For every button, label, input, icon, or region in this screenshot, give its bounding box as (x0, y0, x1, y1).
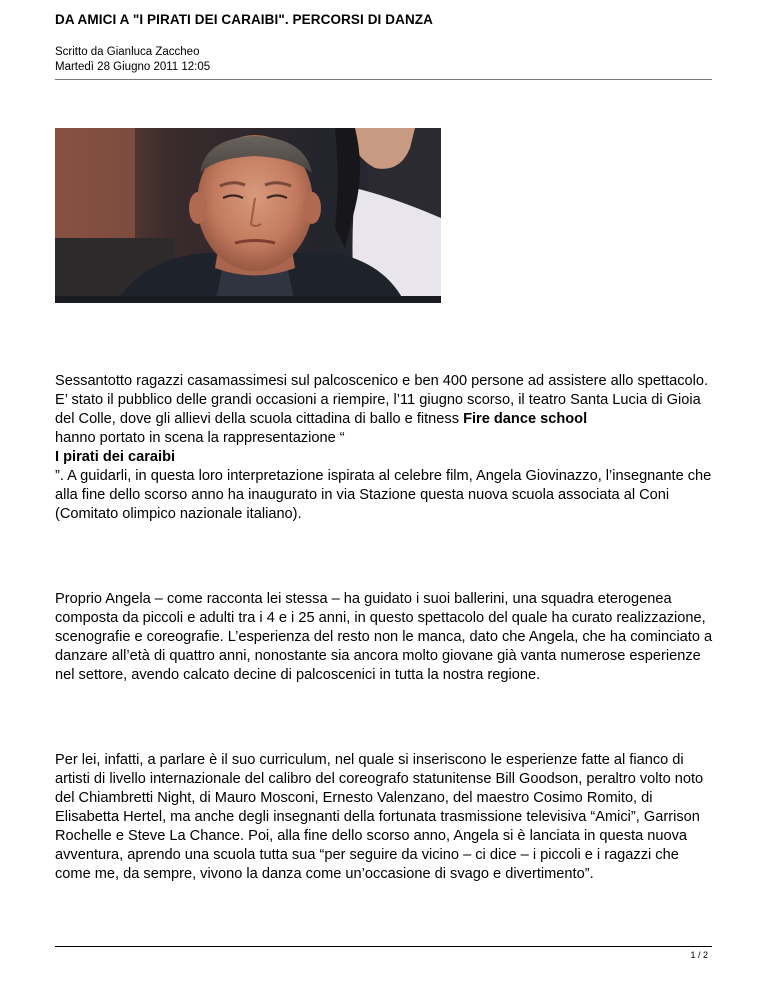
paragraph-text: Per lei, infatti, a parlare è il suo curriculum, nel quale si inseriscono le esperienze fatte al fianco di artisti di livello internazionale del calibro del coreografo statunitense Bill Goodson, peraltro volto noto del Chiambretti Night, di Mauro Mosconi, Ernesto Valenzano, del maestro Cosimo Romito, di Elisabetta Hertel, ma anche degli insegnanti della fortunata trasmissione televisiva “Amici”, Garrison Rochelle e Steve La Chance. Poi, alla fine dello scorso anno, Angela si è lanciata in questa nuova avventura, aprendo una scuola tutta sua “per seguire da vicino – ci dice – i piccoli e i ragazzi che come me, da sempre, vivono la danza come un’occasione di svago e divertimento”. (55, 752, 704, 882)
paragraph-text: hanno portato in scena la rappresentazione “ (55, 430, 345, 446)
school-name: Fire dance school (463, 411, 588, 427)
page-number: 1 / 2 (690, 950, 708, 960)
article-meta (55, 45, 210, 75)
page-title: DA AMICI A "I PIRATI DEI CARAIBI". PERCORSI DI DANZA (55, 12, 434, 27)
paragraph-text: Proprio Angela – come racconta lei stessa – ha guidato i suoi ballerini, una squadra eterogenea composta da piccoli e adulti tra i 4 e i 25 anni, in questo spettacolo del quale ha curato realizzazione, scenografie e coreografie. L’esperienza del resto non le manca, dato che Angela, che ha cominciato a danzare all’età di quattro anni, nonostante sia ancora molto giovane già vanta numerose esperienze nel settore, avendo calcato decine di palcoscenici in tutta la nostra regione. (55, 591, 713, 683)
paragraph-text: Sessantotto ragazzi casamassimesi sul palcoscenico e ben 400 persone ad assistere allo spettacolo. E’ stato il pubblico delle grandi occasioni a riempire, l’11 giugno scorso, il teatro Santa Lucia di Gioia del Colle, dove gli allievi della scuola cittadina di ballo e fitness (55, 373, 709, 427)
footer-divider (55, 946, 712, 947)
header-divider (55, 79, 712, 80)
date-line: Martedì 28 Giugno 2011 12:05 (55, 61, 211, 73)
author-line: Scritto da Gianluca Zaccheo (55, 46, 200, 58)
article-paragraph-3 (55, 751, 715, 884)
article-paragraph-1 (55, 372, 715, 524)
paragraph-text: ”. A guidarli, in questa loro interpretazione ispirata al celebre film, Angela Giovinazzo, l’insegnante che alla fine dello scorso anno ha inaugurato in via Stazione questa nuova scuola associata al Coni (Comitato olimpico nazionale italiano). (55, 468, 712, 522)
article-photo (55, 128, 441, 303)
show-title: I pirati dei caraibi (55, 449, 176, 465)
article-paragraph-2 (55, 590, 715, 685)
